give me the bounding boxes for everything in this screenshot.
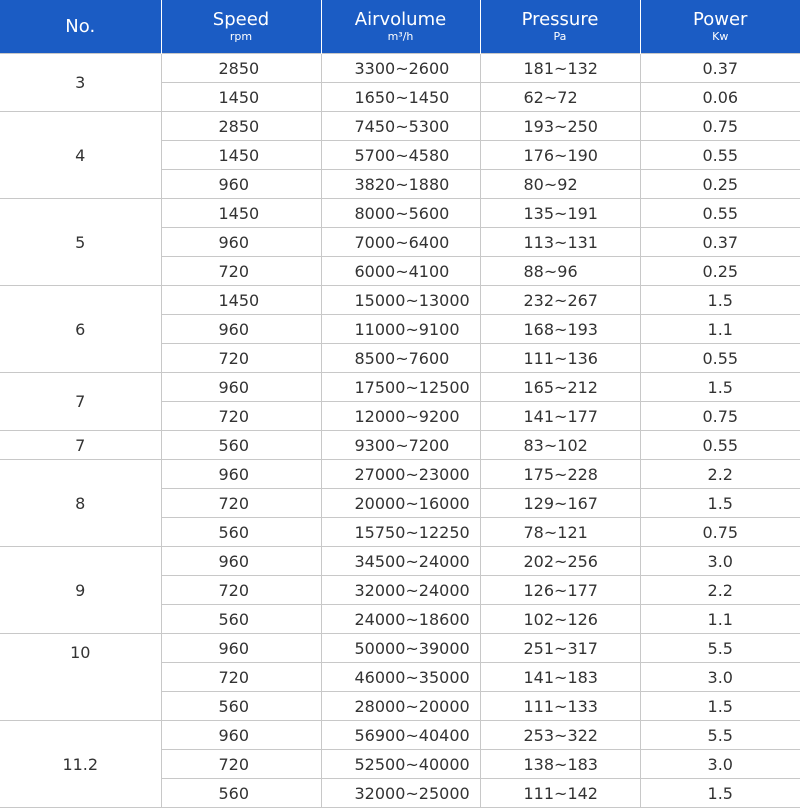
table-header [0,0,800,54]
table-row [0,54,800,83]
pressure-cell: 111~133 [480,692,640,721]
header-pressure-label: Pressure [521,9,599,30]
airvolume-cell: 3300~2600 [321,54,480,83]
power-cell: 5.5 [640,634,800,663]
pressure-cell: 78~121 [480,518,640,547]
pressure-cell: 111~142 [480,779,640,808]
power-cell: 0.75 [640,112,800,141]
speed-cell: 720 [161,576,321,605]
speed-cell: 720 [161,257,321,286]
airvolume-cell: 27000~23000 [321,460,480,489]
speed-cell: 2850 [161,112,321,141]
speed-cell: 720 [161,402,321,431]
speed-cell: 1450 [161,83,321,112]
airvolume-cell: 17500~12500 [321,373,480,402]
pressure-cell: 168~193 [480,315,640,344]
header-speed [161,0,321,54]
power-cell: 0.37 [640,228,800,257]
table-row [0,286,800,315]
power-cell: 0.25 [640,257,800,286]
pressure-cell: 80~92 [480,170,640,199]
airvolume-cell: 50000~39000 [321,634,480,663]
speed-cell: 960 [161,634,321,663]
speed-cell: 960 [161,315,321,344]
table-row [0,199,800,228]
power-cell: 3.0 [640,547,800,576]
airvolume-cell: 32000~24000 [321,576,480,605]
model-number-cell: 11.2 [0,721,161,808]
pressure-cell: 141~177 [480,402,640,431]
airvolume-cell: 15000~13000 [321,286,480,315]
airvolume-cell: 46000~35000 [321,663,480,692]
speed-cell: 1450 [161,141,321,170]
speed-cell: 960 [161,460,321,489]
header-no [0,0,161,54]
speed-cell: 960 [161,170,321,199]
airvolume-cell: 52500~40000 [321,750,480,779]
airvolume-cell: 15750~12250 [321,518,480,547]
airvolume-cell: 8000~5600 [321,199,480,228]
model-number-cell: 8 [0,460,161,547]
airvolume-cell: 9300~7200 [321,431,480,460]
power-cell: 2.2 [640,460,800,489]
pressure-cell: 141~183 [480,663,640,692]
power-cell: 0.75 [640,518,800,547]
power-cell: 2.2 [640,576,800,605]
airvolume-cell: 8500~7600 [321,344,480,373]
model-number-cell: 7 [0,373,161,431]
power-cell: 5.5 [640,721,800,750]
airvolume-cell: 7450~5300 [321,112,480,141]
airvolume-cell: 12000~9200 [321,402,480,431]
pressure-cell: 126~177 [480,576,640,605]
table-row [0,634,800,663]
model-number-cell: 6 [0,286,161,373]
power-cell: 1.5 [640,779,800,808]
pressure-cell: 181~132 [480,54,640,83]
airvolume-cell: 56900~40400 [321,721,480,750]
header-pressure-unit: Pa [553,30,567,43]
speed-cell: 720 [161,750,321,779]
power-cell: 0.37 [640,54,800,83]
header-speed-label: Speed [212,9,270,30]
airvolume-cell: 3820~1880 [321,170,480,199]
airvolume-cell: 28000~20000 [321,692,480,721]
speed-cell: 560 [161,518,321,547]
speed-cell: 960 [161,228,321,257]
airvolume-cell: 11000~9100 [321,315,480,344]
table-row [0,431,800,460]
speed-cell: 2850 [161,54,321,83]
pressure-cell: 62~72 [480,83,640,112]
pressure-cell: 83~102 [480,431,640,460]
airvolume-cell: 6000~4100 [321,257,480,286]
speed-cell: 1450 [161,286,321,315]
airvolume-cell: 32000~25000 [321,779,480,808]
model-number-cell: 3 [0,54,161,112]
pressure-cell: 176~190 [480,141,640,170]
model-number-cell: 9 [0,547,161,634]
power-cell: 0.55 [640,199,800,228]
power-cell: 0.06 [640,83,800,112]
pressure-cell: 129~167 [480,489,640,518]
pressure-cell: 102~126 [480,605,640,634]
power-cell: 1.5 [640,489,800,518]
header-airvolume [321,0,480,54]
table-row [0,721,800,750]
model-number-cell: 4 [0,112,161,199]
pressure-cell: 251~317 [480,634,640,663]
pressure-cell: 138~183 [480,750,640,779]
airvolume-cell: 24000~18600 [321,605,480,634]
model-number-cell: 7 [0,431,161,460]
speed-cell: 720 [161,489,321,518]
airvolume-cell: 5700~4580 [321,141,480,170]
speed-cell: 560 [161,779,321,808]
airvolume-cell: 20000~16000 [321,489,480,518]
header-no-label: No. [65,15,96,37]
power-cell: 0.55 [640,431,800,460]
table-row [0,112,800,141]
pressure-cell: 135~191 [480,199,640,228]
airvolume-cell: 34500~24000 [321,547,480,576]
header-row [0,0,800,54]
pressure-cell: 253~322 [480,721,640,750]
pressure-cell: 111~136 [480,344,640,373]
power-cell: 0.75 [640,402,800,431]
model-number-cell: 10 [0,634,161,721]
speed-cell: 560 [161,692,321,721]
header-speed-unit: rpm [229,30,253,43]
pressure-cell: 175~228 [480,460,640,489]
header-pressure [480,0,640,54]
power-cell: 0.55 [640,141,800,170]
power-cell: 3.0 [640,663,800,692]
power-cell: 1.5 [640,286,800,315]
table-row [0,460,800,489]
airvolume-cell: 7000~6400 [321,228,480,257]
power-cell: 0.55 [640,344,800,373]
model-number-cell: 5 [0,199,161,286]
table-row [0,373,800,402]
header-power-unit: Kw [712,30,729,43]
speed-cell: 1450 [161,199,321,228]
airvolume-cell: 1650~1450 [321,83,480,112]
power-cell: 1.1 [640,315,800,344]
power-cell: 1.5 [640,692,800,721]
power-cell: 3.0 [640,750,800,779]
power-cell: 0.25 [640,170,800,199]
speed-cell: 960 [161,373,321,402]
speed-cell: 720 [161,663,321,692]
header-airvolume-unit: m³/h [387,30,414,43]
pressure-cell: 202~256 [480,547,640,576]
power-cell: 1.5 [640,373,800,402]
speed-cell: 960 [161,721,321,750]
speed-cell: 960 [161,547,321,576]
pressure-cell: 88~96 [480,257,640,286]
speed-cell: 560 [161,431,321,460]
pressure-cell: 165~212 [480,373,640,402]
header-power [640,0,800,54]
table-row [0,547,800,576]
speed-cell: 560 [161,605,321,634]
power-cell: 1.1 [640,605,800,634]
pressure-cell: 113~131 [480,228,640,257]
table-body [0,54,800,808]
header-airvolume-label: Airvolume [354,9,447,30]
speed-cell: 720 [161,344,321,373]
pressure-cell: 193~250 [480,112,640,141]
header-power-label: Power [693,9,748,30]
pressure-cell: 232~267 [480,286,640,315]
